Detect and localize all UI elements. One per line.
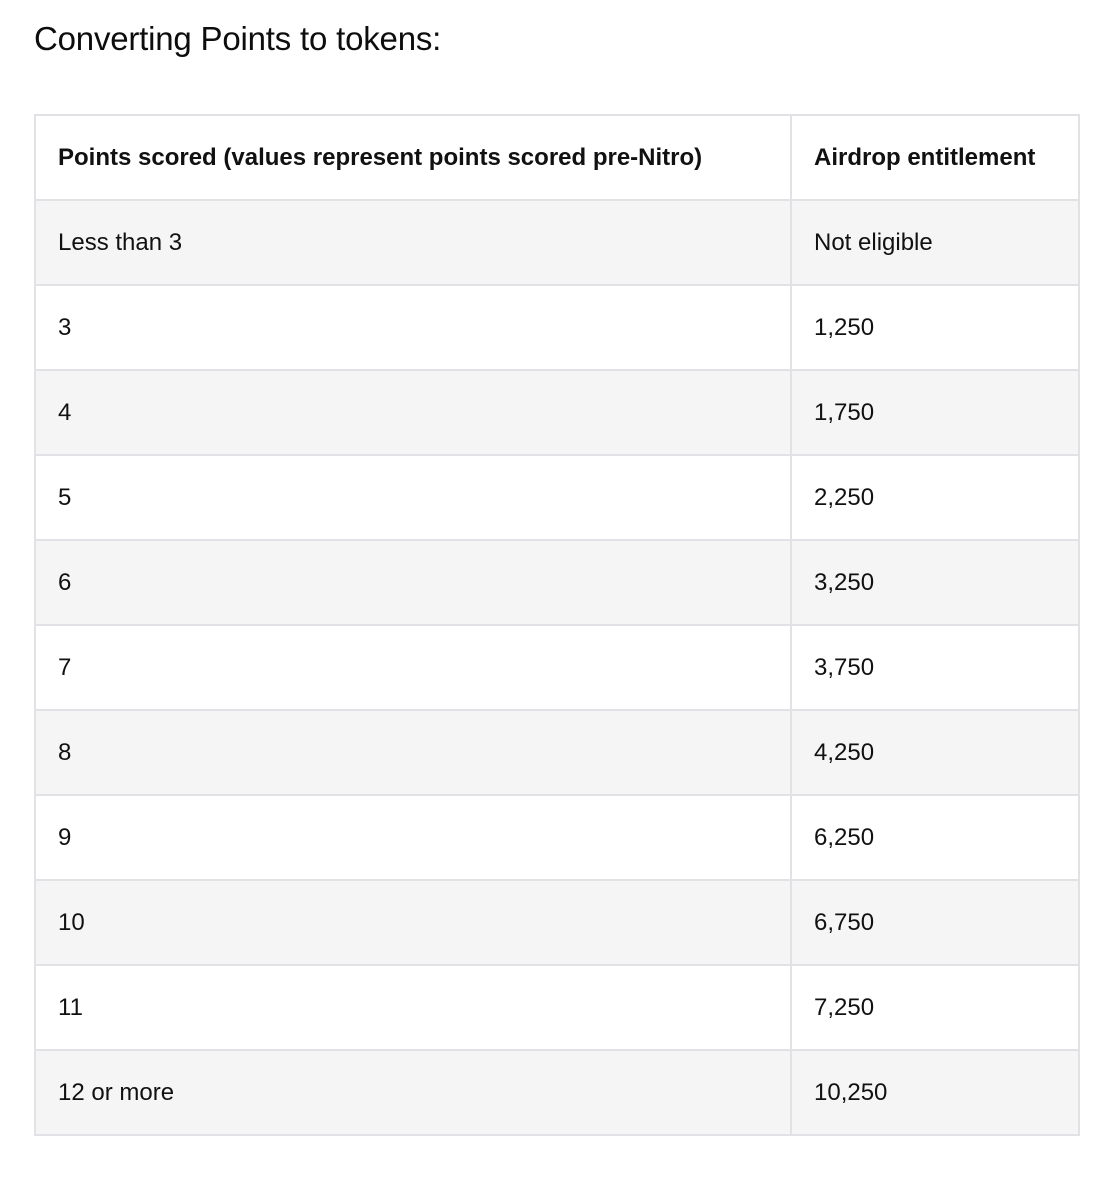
points-cell: 5 bbox=[35, 455, 791, 540]
points-to-tokens-table bbox=[34, 114, 1080, 1136]
entitlement-cell: 6,750 bbox=[791, 880, 1079, 965]
table-row bbox=[35, 710, 1079, 795]
table-row bbox=[35, 285, 1079, 370]
table-row bbox=[35, 540, 1079, 625]
points-cell: 4 bbox=[35, 370, 791, 455]
entitlement-cell: 4,250 bbox=[791, 710, 1079, 795]
entitlement-cell: 6,250 bbox=[791, 795, 1079, 880]
entitlement-cell: 10,250 bbox=[791, 1050, 1079, 1135]
entitlement-cell: 3,750 bbox=[791, 625, 1079, 710]
entitlement-cell: 3,250 bbox=[791, 540, 1079, 625]
table-row bbox=[35, 795, 1079, 880]
table-row bbox=[35, 965, 1079, 1050]
table-row bbox=[35, 1050, 1079, 1135]
points-cell: 3 bbox=[35, 285, 791, 370]
points-cell: 11 bbox=[35, 965, 791, 1050]
table-row bbox=[35, 625, 1079, 710]
table-row bbox=[35, 880, 1079, 965]
points-cell: 10 bbox=[35, 880, 791, 965]
points-cell: 9 bbox=[35, 795, 791, 880]
entitlement-cell: 2,250 bbox=[791, 455, 1079, 540]
points-cell: 6 bbox=[35, 540, 791, 625]
entitlement-cell: 1,250 bbox=[791, 285, 1079, 370]
entitlement-cell: Not eligible bbox=[791, 200, 1079, 285]
entitlement-cell: 7,250 bbox=[791, 965, 1079, 1050]
entitlement-cell: 1,750 bbox=[791, 370, 1079, 455]
table-row bbox=[35, 370, 1079, 455]
table-row bbox=[35, 200, 1079, 285]
column-header-airdrop-entitlement: Airdrop entitlement bbox=[791, 115, 1079, 200]
points-cell: 12 or more bbox=[35, 1050, 791, 1135]
section-heading: Converting Points to tokens: bbox=[34, 20, 442, 57]
table-header-row bbox=[35, 115, 1079, 200]
column-header-points-scored: Points scored (values represent points scored pre-Nitro) bbox=[35, 115, 791, 200]
table-row bbox=[35, 455, 1079, 540]
points-cell: Less than 3 bbox=[35, 200, 791, 285]
points-cell: 8 bbox=[35, 710, 791, 795]
points-cell: 7 bbox=[35, 625, 791, 710]
